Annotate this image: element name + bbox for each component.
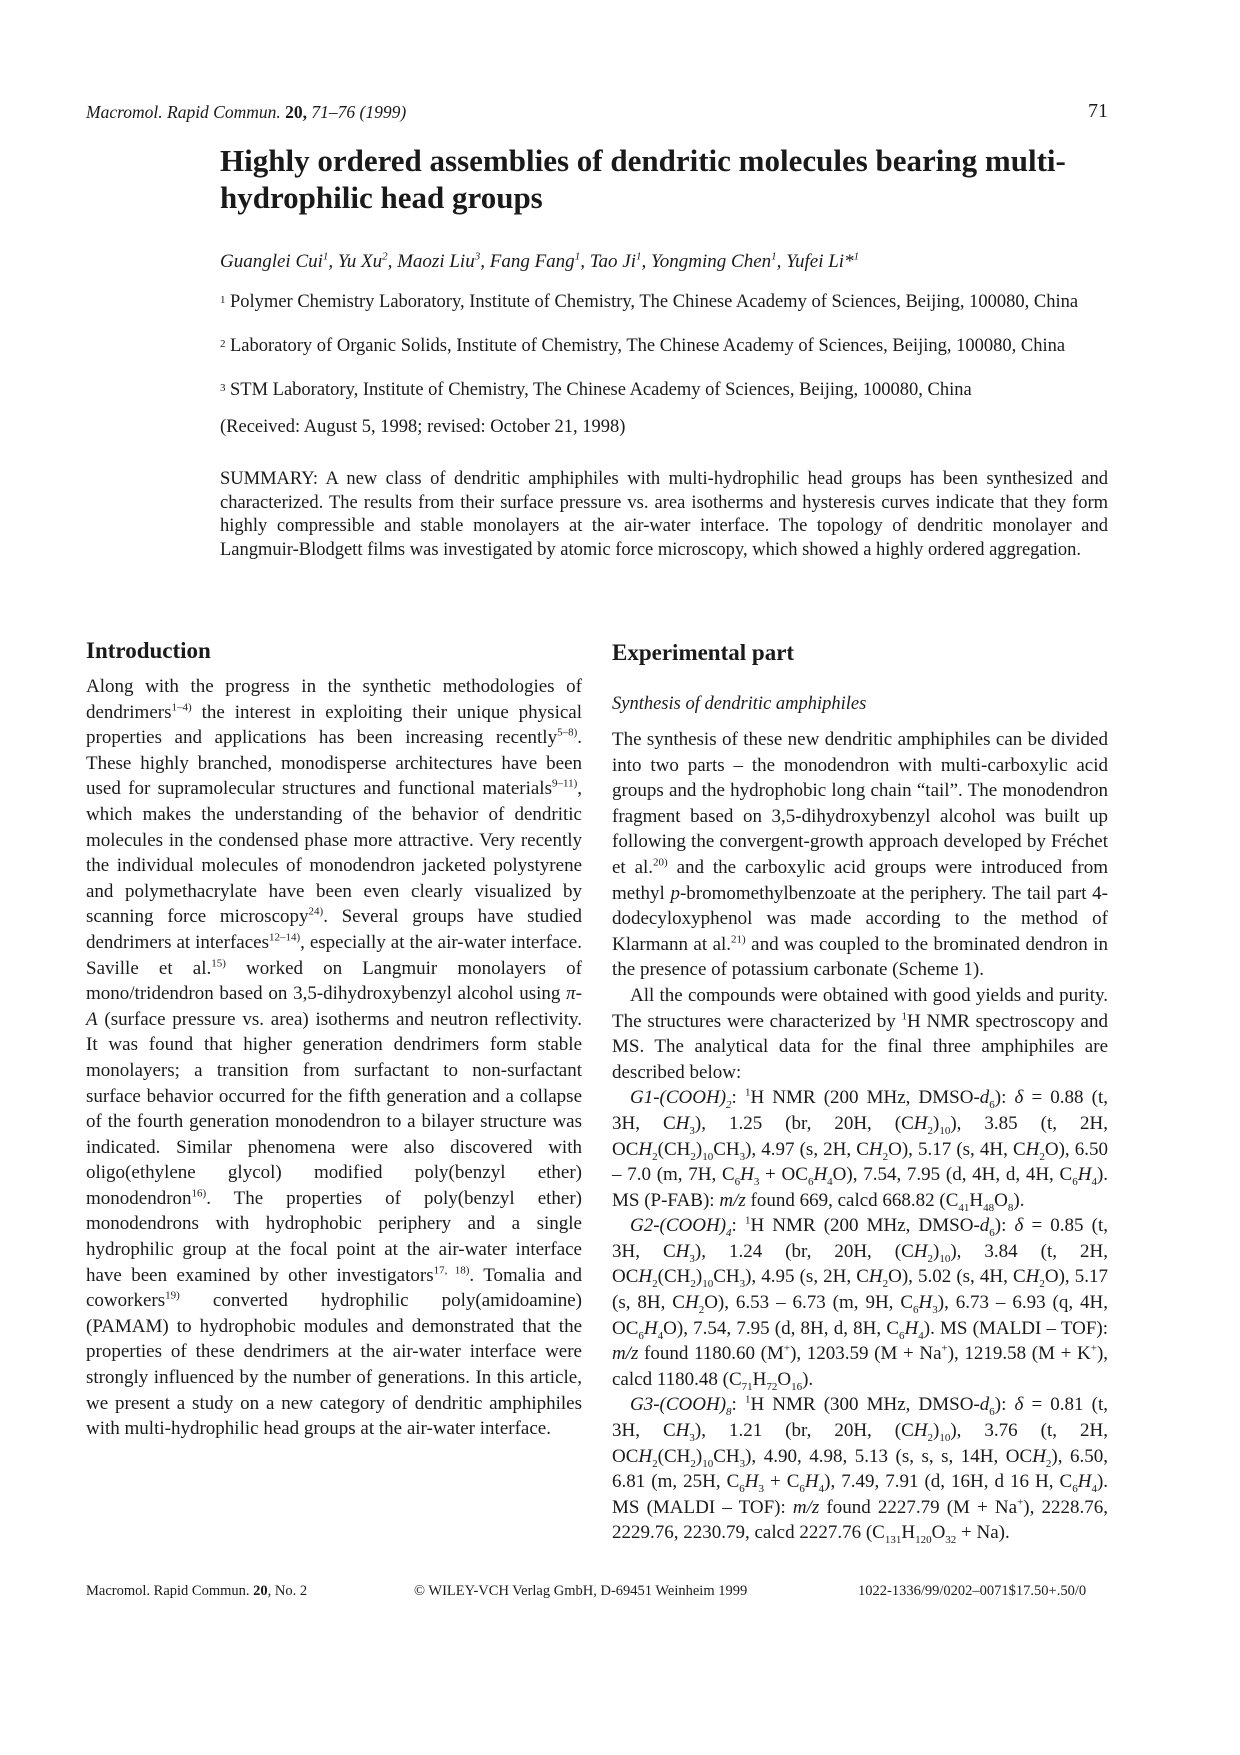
superscript: 1 xyxy=(744,1394,751,1407)
subscript: 6 xyxy=(913,1303,919,1316)
introduction-heading: Introduction xyxy=(86,638,211,663)
author-name: Guanglei Cui xyxy=(220,251,323,272)
text-run: m/z xyxy=(792,1496,820,1518)
affiliation-text: STM Laboratory, Institute of Chemistry, The Chinese Academy of Sciences, Beijing, 100080, China xyxy=(230,380,972,400)
text-run: H xyxy=(684,1292,699,1314)
subscript: 6 xyxy=(1072,1483,1078,1496)
superscript: 15) xyxy=(211,957,226,970)
text-run: (CH xyxy=(657,1138,691,1160)
article-title: Highly ordered assemblies of dendritic molecules bearing multi-hydrophilic head groups xyxy=(220,143,1066,215)
text-run: ) xyxy=(695,1266,703,1288)
subscript: 3 xyxy=(739,1150,746,1163)
text-run: H xyxy=(643,1317,658,1339)
text-run: ) xyxy=(695,1138,703,1160)
text-run: All the compounds were obtained with good yields and purity. The structures were characterized by xyxy=(612,984,1108,1032)
text-run: ), 1219.58 (M + K xyxy=(947,1343,1091,1365)
superscript: 5–8) xyxy=(557,726,578,739)
text-run: ), 2228.76, 2229.76, 2230.79, calcd 2227.76 (C xyxy=(612,1496,1108,1544)
experimental-paragraph xyxy=(612,1085,1108,1213)
author-affiliation-mark: 1 xyxy=(853,250,860,263)
subscript: 2 xyxy=(652,1457,658,1470)
text-run: H xyxy=(1077,1471,1092,1493)
superscript: 16) xyxy=(191,1187,207,1200)
superscript: 17, 18) xyxy=(433,1264,470,1277)
text-run: ), 6.73 – 6.93 (q, 4H, OC xyxy=(612,1292,1108,1339)
superscript: + xyxy=(941,1342,948,1355)
text-run: H xyxy=(901,1522,916,1544)
text-run: H xyxy=(1025,1266,1040,1288)
text-run: O), 7.54, 7.95 (d, 8H, d, 8H, C xyxy=(663,1317,900,1339)
text-run: + C xyxy=(764,1471,800,1493)
subscript: 41 xyxy=(958,1201,970,1214)
text-run: : xyxy=(731,1087,745,1109)
text-run: G1-(COOH) xyxy=(630,1087,727,1109)
text-run: m/z xyxy=(612,1343,639,1365)
author-name: Fang Fang xyxy=(489,251,575,272)
affiliation-1 xyxy=(220,291,1110,313)
text-run: H xyxy=(638,1445,653,1467)
subscript: 2 xyxy=(927,1431,934,1444)
page-number: 71 xyxy=(1088,100,1108,122)
text-run: δ xyxy=(1014,1087,1024,1109)
subscript: 6 xyxy=(799,1483,805,1496)
text-run: The synthesis of these new dendritic amphiphiles can be divided into two parts – the monodendron with multi-carboxylic acid groups and the hydrophobic long chain “tail”. The monodendron fragment based on 3,5-dihydroxybenzyl alcohol was built up following the convergent-growth approach developed by Fréchet et al. xyxy=(612,729,1108,878)
subscript: 6 xyxy=(899,1329,905,1342)
subscript: 3 xyxy=(753,1175,760,1188)
text-run: H xyxy=(638,1138,653,1160)
subscript: 2 xyxy=(690,1150,696,1163)
text-run: p xyxy=(670,882,680,904)
subscript: 71 xyxy=(741,1380,753,1393)
text-run: H xyxy=(675,1420,690,1442)
experimental-paragraph xyxy=(612,727,1108,983)
subscript: 48 xyxy=(983,1201,995,1214)
text-run: ) xyxy=(933,1420,940,1442)
text-run: ): xyxy=(994,1087,1015,1109)
text-run: O), 6.50 – 7.0 (m, 7H, C xyxy=(612,1138,1108,1186)
subscript: 6 xyxy=(989,1406,995,1419)
subscript: 4 xyxy=(1091,1483,1097,1496)
text-run: ), calcd 1180.48 (C xyxy=(612,1343,1109,1390)
text-run: converted hydrophilic poly(amidoamine) (PAMAM) to hydrophobic modules and demonstrated that the properties of these dendrimers at the air-water interface were strongly influenced by the number of generations. In this article, we present a study on a new category of dendritic amphiphiles with multi-hydrophilic head groups at the air-water interface. xyxy=(86,1290,582,1440)
subscript: 6 xyxy=(807,1175,814,1188)
superscript: 1 xyxy=(901,1010,907,1023)
text-run: ). MS (MALDI – TOF): xyxy=(923,1317,1108,1339)
text-run: ), 3.84 (t, 2H, OC xyxy=(612,1240,1108,1288)
footer-issue: , No. 2 xyxy=(267,1583,308,1599)
text-run: H NMR (300 MHz, DMSO- xyxy=(750,1394,980,1416)
text-run: H xyxy=(675,1240,690,1262)
journal-volume: 20, xyxy=(285,102,308,122)
subscript: 8 xyxy=(1007,1201,1014,1214)
text-run: H xyxy=(969,1189,984,1211)
text-run: ), 3.85 (t, 2H, OC xyxy=(612,1112,1108,1160)
superscript: 21) xyxy=(731,933,746,946)
text-run: ), 1.24 (br, 20H, (C xyxy=(694,1240,914,1262)
text-run: ), 1203.59 (M + Na xyxy=(790,1343,942,1365)
subscript: 6 xyxy=(638,1329,644,1342)
subscript: 10 xyxy=(702,1150,714,1163)
affiliation-number: 2 xyxy=(220,338,226,350)
text-run: H xyxy=(868,1138,883,1160)
subscript: 2 xyxy=(1039,1150,1045,1163)
summary-abstract: SUMMARY: A new class of dendritic amphiphiles with multi-hydrophilic head groups has been synthesized and characterized. The results from their surface pressure vs. area isotherms and hysteresis curves indicate that they form highly compressible and stable monolayers at the air-water interface. The topology of dendritic monolayer and Langmuir-Blodgett films was investigated by atomic force microscopy, which showed a highly ordered aggregation. xyxy=(220,469,1108,560)
text-run: ) xyxy=(695,1445,703,1467)
text-run: H xyxy=(913,1112,928,1134)
subscript: 2 xyxy=(882,1150,889,1163)
text-run: . These highly branched, monodisperse architectures have been used for supramolecular structures and functional materials xyxy=(86,727,582,800)
subscript: 72 xyxy=(766,1380,778,1393)
text-run: + OC xyxy=(759,1164,808,1186)
subscript: 2 xyxy=(690,1457,696,1470)
subscript: 6 xyxy=(989,1227,995,1240)
author-affiliation-mark: 1 xyxy=(322,250,329,263)
affiliation-text: Polymer Chemistry Laboratory, Institute of Chemistry, The Chinese Academy of Sciences, Beijing, 100080, China xyxy=(230,292,1079,312)
author-name: Maozi Liu xyxy=(397,251,475,272)
subscript: 3 xyxy=(689,1431,695,1444)
subscript: 2 xyxy=(652,1150,658,1163)
text-run: H xyxy=(813,1164,828,1186)
text-run: H xyxy=(918,1292,933,1314)
text-run: H NMR spectroscopy and MS. The analytical data for the final three amphiphiles are described below: xyxy=(612,1010,1108,1083)
superscript: 1 xyxy=(744,1086,751,1099)
subscript: 16 xyxy=(791,1380,803,1393)
introduction-body xyxy=(86,674,582,1442)
text-run: : xyxy=(731,1215,745,1237)
text-run: O xyxy=(994,1189,1008,1211)
affiliation-2 xyxy=(220,335,1110,357)
text-run: and the carboxylic acid groups were introduced from methyl xyxy=(612,856,1108,904)
subscript: 6 xyxy=(989,1099,995,1112)
text-run: ) xyxy=(933,1112,940,1134)
subscript: 10 xyxy=(939,1431,951,1444)
text-run: Along with the progress in the synthetic methodologies of dendrimers xyxy=(86,676,582,723)
subscript: 3 xyxy=(932,1303,938,1316)
text-run: H xyxy=(904,1317,919,1339)
author-name: Tao Ji xyxy=(589,251,636,272)
text-run: H xyxy=(1032,1445,1046,1467)
text-run: H NMR (200 MHz, DMSO- xyxy=(750,1215,980,1237)
footer-journal-name: Macromol. Rapid Commun. xyxy=(86,1583,250,1599)
text-run: H xyxy=(744,1471,759,1493)
text-run: ). MS (P-FAB): xyxy=(612,1164,1109,1211)
subscript: 120 xyxy=(915,1534,932,1547)
subscript: 3 xyxy=(689,1252,695,1265)
subscript: 2 xyxy=(927,1124,934,1137)
subscript: 2 xyxy=(698,1303,705,1316)
text-run: ), 3.76 (t, 2H, OC xyxy=(612,1420,1108,1467)
text-run: . Tomalia and coworkers xyxy=(86,1264,582,1312)
subscript: 10 xyxy=(702,1278,714,1291)
text-run: H xyxy=(913,1240,928,1262)
text-run: found 669, calcd 668.82 (C xyxy=(745,1189,959,1211)
text-run: H xyxy=(638,1266,653,1288)
text-run: , especially at the air-water interface. Saville et al. xyxy=(86,931,582,979)
text-run: H NMR (200 MHz, DMSO- xyxy=(750,1087,980,1109)
text-run: , which makes the understanding of the behavior of dendritic molecules in the condensed phase more attractive. Very recently the individual molecules of monodendron jacketed polystyrene and polymethacrylate have been even clearly visualized by scanning force microscopy xyxy=(86,778,582,928)
author-affiliation-mark: 1 xyxy=(574,250,581,263)
text-run: CH xyxy=(713,1445,740,1467)
text-run: : xyxy=(731,1394,745,1416)
experimental-heading: Experimental part xyxy=(612,640,795,665)
subscript: 3 xyxy=(758,1483,764,1496)
text-run: H xyxy=(1025,1138,1040,1160)
text-run: found 1180.60 (M xyxy=(638,1343,784,1365)
text-run: ). xyxy=(802,1368,814,1390)
text-run: π-A xyxy=(86,983,582,1030)
experimental-paragraph xyxy=(612,1213,1108,1392)
subscript: 4 xyxy=(818,1483,825,1496)
text-run: and was coupled to the brominated dendron in the presence of potassium carbonate (Scheme 1). xyxy=(612,933,1108,981)
subscript: 6 xyxy=(739,1483,745,1496)
author-affiliation-mark: 2 xyxy=(382,250,388,263)
text-run: CH xyxy=(713,1266,740,1288)
text-run: the interest in exploiting their unique physical properties and applications has been increasing recently xyxy=(86,701,582,749)
superscript: 19) xyxy=(165,1289,180,1302)
text-run: ), 4.90, 4.98, 5.13 (s, s, s, 14H, OC xyxy=(745,1445,1033,1467)
text-run: H xyxy=(868,1266,883,1288)
text-run: d xyxy=(979,1394,990,1416)
text-run: ), 4.97 (s, 2H, C xyxy=(745,1138,869,1160)
superscript: + xyxy=(1017,1496,1024,1509)
text-run: ), 1.21 (br, 20H, (C xyxy=(694,1420,914,1442)
text-run: δ xyxy=(1014,1215,1024,1237)
text-run: ) xyxy=(933,1240,940,1262)
text-run: H xyxy=(740,1164,754,1186)
text-run: H xyxy=(752,1368,767,1390)
affiliation-number: 1 xyxy=(220,294,226,306)
experimental-paragraph xyxy=(612,1392,1108,1546)
affiliation-number: 3 xyxy=(220,382,226,394)
text-run: . The properties of poly(benzyl ether) monodendrons with hydrophobic periphery and a single hydrophilic group at the focal point at the air-water interface have been examined by other investigators xyxy=(86,1187,582,1286)
footer-volume: 20 xyxy=(253,1583,268,1599)
experimental-body xyxy=(612,727,1108,1546)
introduction-paragraph xyxy=(86,674,582,1442)
experimental-paragraph xyxy=(612,983,1108,1085)
text-run: = 0.88 (t, 3H, C xyxy=(612,1087,1109,1134)
text-run: = 0.85 (t, 3H, C xyxy=(612,1215,1109,1262)
subscript: 2 xyxy=(927,1252,934,1265)
subscript: 10 xyxy=(702,1457,714,1470)
subscript: 2 xyxy=(1045,1457,1052,1470)
text-run: O), 5.02 (s, 4H, C xyxy=(888,1266,1026,1288)
text-run: O), 5.17 (s, 4H, C xyxy=(888,1138,1026,1160)
text-run: O), 5.17 (s, 8H, C xyxy=(612,1266,1108,1314)
subscript: 10 xyxy=(939,1252,951,1265)
journal-name: Macromol. Rapid Commun. xyxy=(86,102,281,122)
text-run: (CH xyxy=(657,1266,691,1288)
text-run: H xyxy=(913,1420,928,1442)
text-run: δ xyxy=(1014,1394,1024,1416)
superscript: + xyxy=(1090,1342,1097,1355)
journal-pages-year: 71–76 (1999) xyxy=(311,102,407,122)
superscript: 1 xyxy=(744,1214,751,1227)
text-run: = 0.81 (t, 3H, C xyxy=(612,1394,1109,1442)
subscript: 2 xyxy=(652,1278,658,1291)
text-run: (surface pressure vs. area) isotherms and neutron reflectivity. It was found that higher generation dendrimers form stable monolayers; a transition from surfactant to non-surfactant surface behavior occurred for the fifth generation and a collapse of the fourth generation monodendron to a bilayer structure was indicated. Similar phenomena were also discovered with oligo(ethylene glycol) modified poly(benzyl ether) monodendron xyxy=(86,1008,582,1209)
superscript: 20) xyxy=(653,856,668,869)
footer-issn-price: 1022-1336/99/0202–0071$17.50+.50/0 xyxy=(858,1583,1087,1599)
subscript: 6 xyxy=(1072,1175,1078,1188)
text-run: d xyxy=(979,1215,990,1237)
text-run: (CH xyxy=(657,1445,691,1467)
text-run: ): xyxy=(994,1215,1015,1237)
text-run: ). xyxy=(1013,1189,1025,1211)
received-dates: (Received: August 5, 1998; revised: October 21, 1998) xyxy=(220,417,626,437)
text-run: H xyxy=(1077,1164,1092,1186)
text-run: ): xyxy=(994,1394,1015,1416)
affiliation-text: Laboratory of Organic Solids, Institute of Chemistry, The Chinese Academy of Sciences, Beijing, 100080, China xyxy=(230,336,1066,356)
text-run: -bromomethylbenzoate at the periphery. The tail part 4-dodecyloxyphenol was made according to the method of Klarmann at al. xyxy=(612,882,1108,955)
footer-copyright: © WILEY-VCH Verlag GmbH, D-69451 Weinheim 1999 xyxy=(414,1583,748,1599)
subscript: 131 xyxy=(884,1534,902,1547)
text-run: O xyxy=(777,1368,792,1390)
subscript: 8 xyxy=(726,1406,732,1419)
text-run: G3-(COOH) xyxy=(630,1394,727,1416)
author-name: Yu Xu xyxy=(337,251,383,272)
text-run: m/z xyxy=(719,1189,746,1211)
subscript: 3 xyxy=(739,1457,746,1470)
author-name: Yufei Li* xyxy=(786,251,854,272)
text-run: ), 1.25 (br, 20H, (C xyxy=(694,1112,914,1134)
synthesis-subheading: Synthesis of dendritic amphiphiles xyxy=(612,694,867,714)
subscript: 2 xyxy=(690,1278,696,1291)
running-head xyxy=(86,102,406,123)
subscript: 2 xyxy=(882,1278,889,1291)
text-run: . Several groups have studied dendrimers at interfaces xyxy=(86,906,582,953)
text-run: H xyxy=(675,1112,690,1134)
text-run: ), 7.49, 7.91 (d, 16H, d 16 H, C xyxy=(824,1471,1073,1493)
subscript: 10 xyxy=(939,1124,951,1137)
text-run: CH xyxy=(713,1138,740,1160)
text-run: ), 4.95 (s, 2H, C xyxy=(745,1266,869,1288)
author-name: Yongming Chen xyxy=(650,251,772,272)
text-run: worked on Langmuir monolayers of mono/tridendron based on 3,5-dihydroxybenzyl alcohol using xyxy=(86,957,582,1005)
superscript: 12–14) xyxy=(268,931,301,944)
subscript: 3 xyxy=(739,1278,746,1291)
text-run: ). MS (MALDI – TOF): xyxy=(612,1471,1109,1518)
subscript: 4 xyxy=(726,1227,732,1240)
text-run: O), 7.54, 7.95 (d, 4H, d, 4H, C xyxy=(832,1164,1073,1186)
text-run: found 2227.79 (M + Na xyxy=(819,1496,1018,1518)
superscript: 1–4) xyxy=(171,701,192,714)
subscript: 4 xyxy=(918,1329,924,1342)
author-affiliation-mark: 3 xyxy=(474,250,481,263)
author-list: Guanglei Cui$^1$, Yu Xu$^2$, Maozi Liu$^3$, Fang Fang$^1$, Tao Ji$^1$, Yongming Chen$^1$, Yufei Li*$^1$ xyxy=(220,250,860,272)
subscript: 32 xyxy=(945,1534,957,1547)
subscript: 4 xyxy=(1091,1175,1097,1188)
affiliation-3 xyxy=(220,379,1110,401)
text-run: + Na). xyxy=(956,1522,1010,1544)
text-run: O), 6.53 – 6.73 (m, 9H, C xyxy=(704,1292,914,1314)
superscript: + xyxy=(783,1342,791,1355)
subscript: 2 xyxy=(726,1099,732,1112)
text-run: O xyxy=(931,1522,946,1544)
text-run: G2-(COOH) xyxy=(630,1215,727,1237)
superscript: 24) xyxy=(308,906,324,919)
subscript: 4 xyxy=(827,1175,833,1188)
subscript: 4 xyxy=(657,1329,664,1342)
subscript: 3 xyxy=(689,1124,695,1137)
superscript: 9–11) xyxy=(551,778,578,791)
author-affiliation-mark: 1 xyxy=(635,250,642,263)
text-run: ), 6.50, 6.81 (m, 25H, C xyxy=(612,1445,1109,1493)
footer-journal xyxy=(86,1583,307,1600)
text-run: H xyxy=(804,1471,819,1493)
subscript: 2 xyxy=(1039,1278,1045,1291)
subscript: 6 xyxy=(734,1175,741,1188)
author-affiliation-mark: 1 xyxy=(771,250,777,263)
text-run: d xyxy=(979,1087,990,1109)
